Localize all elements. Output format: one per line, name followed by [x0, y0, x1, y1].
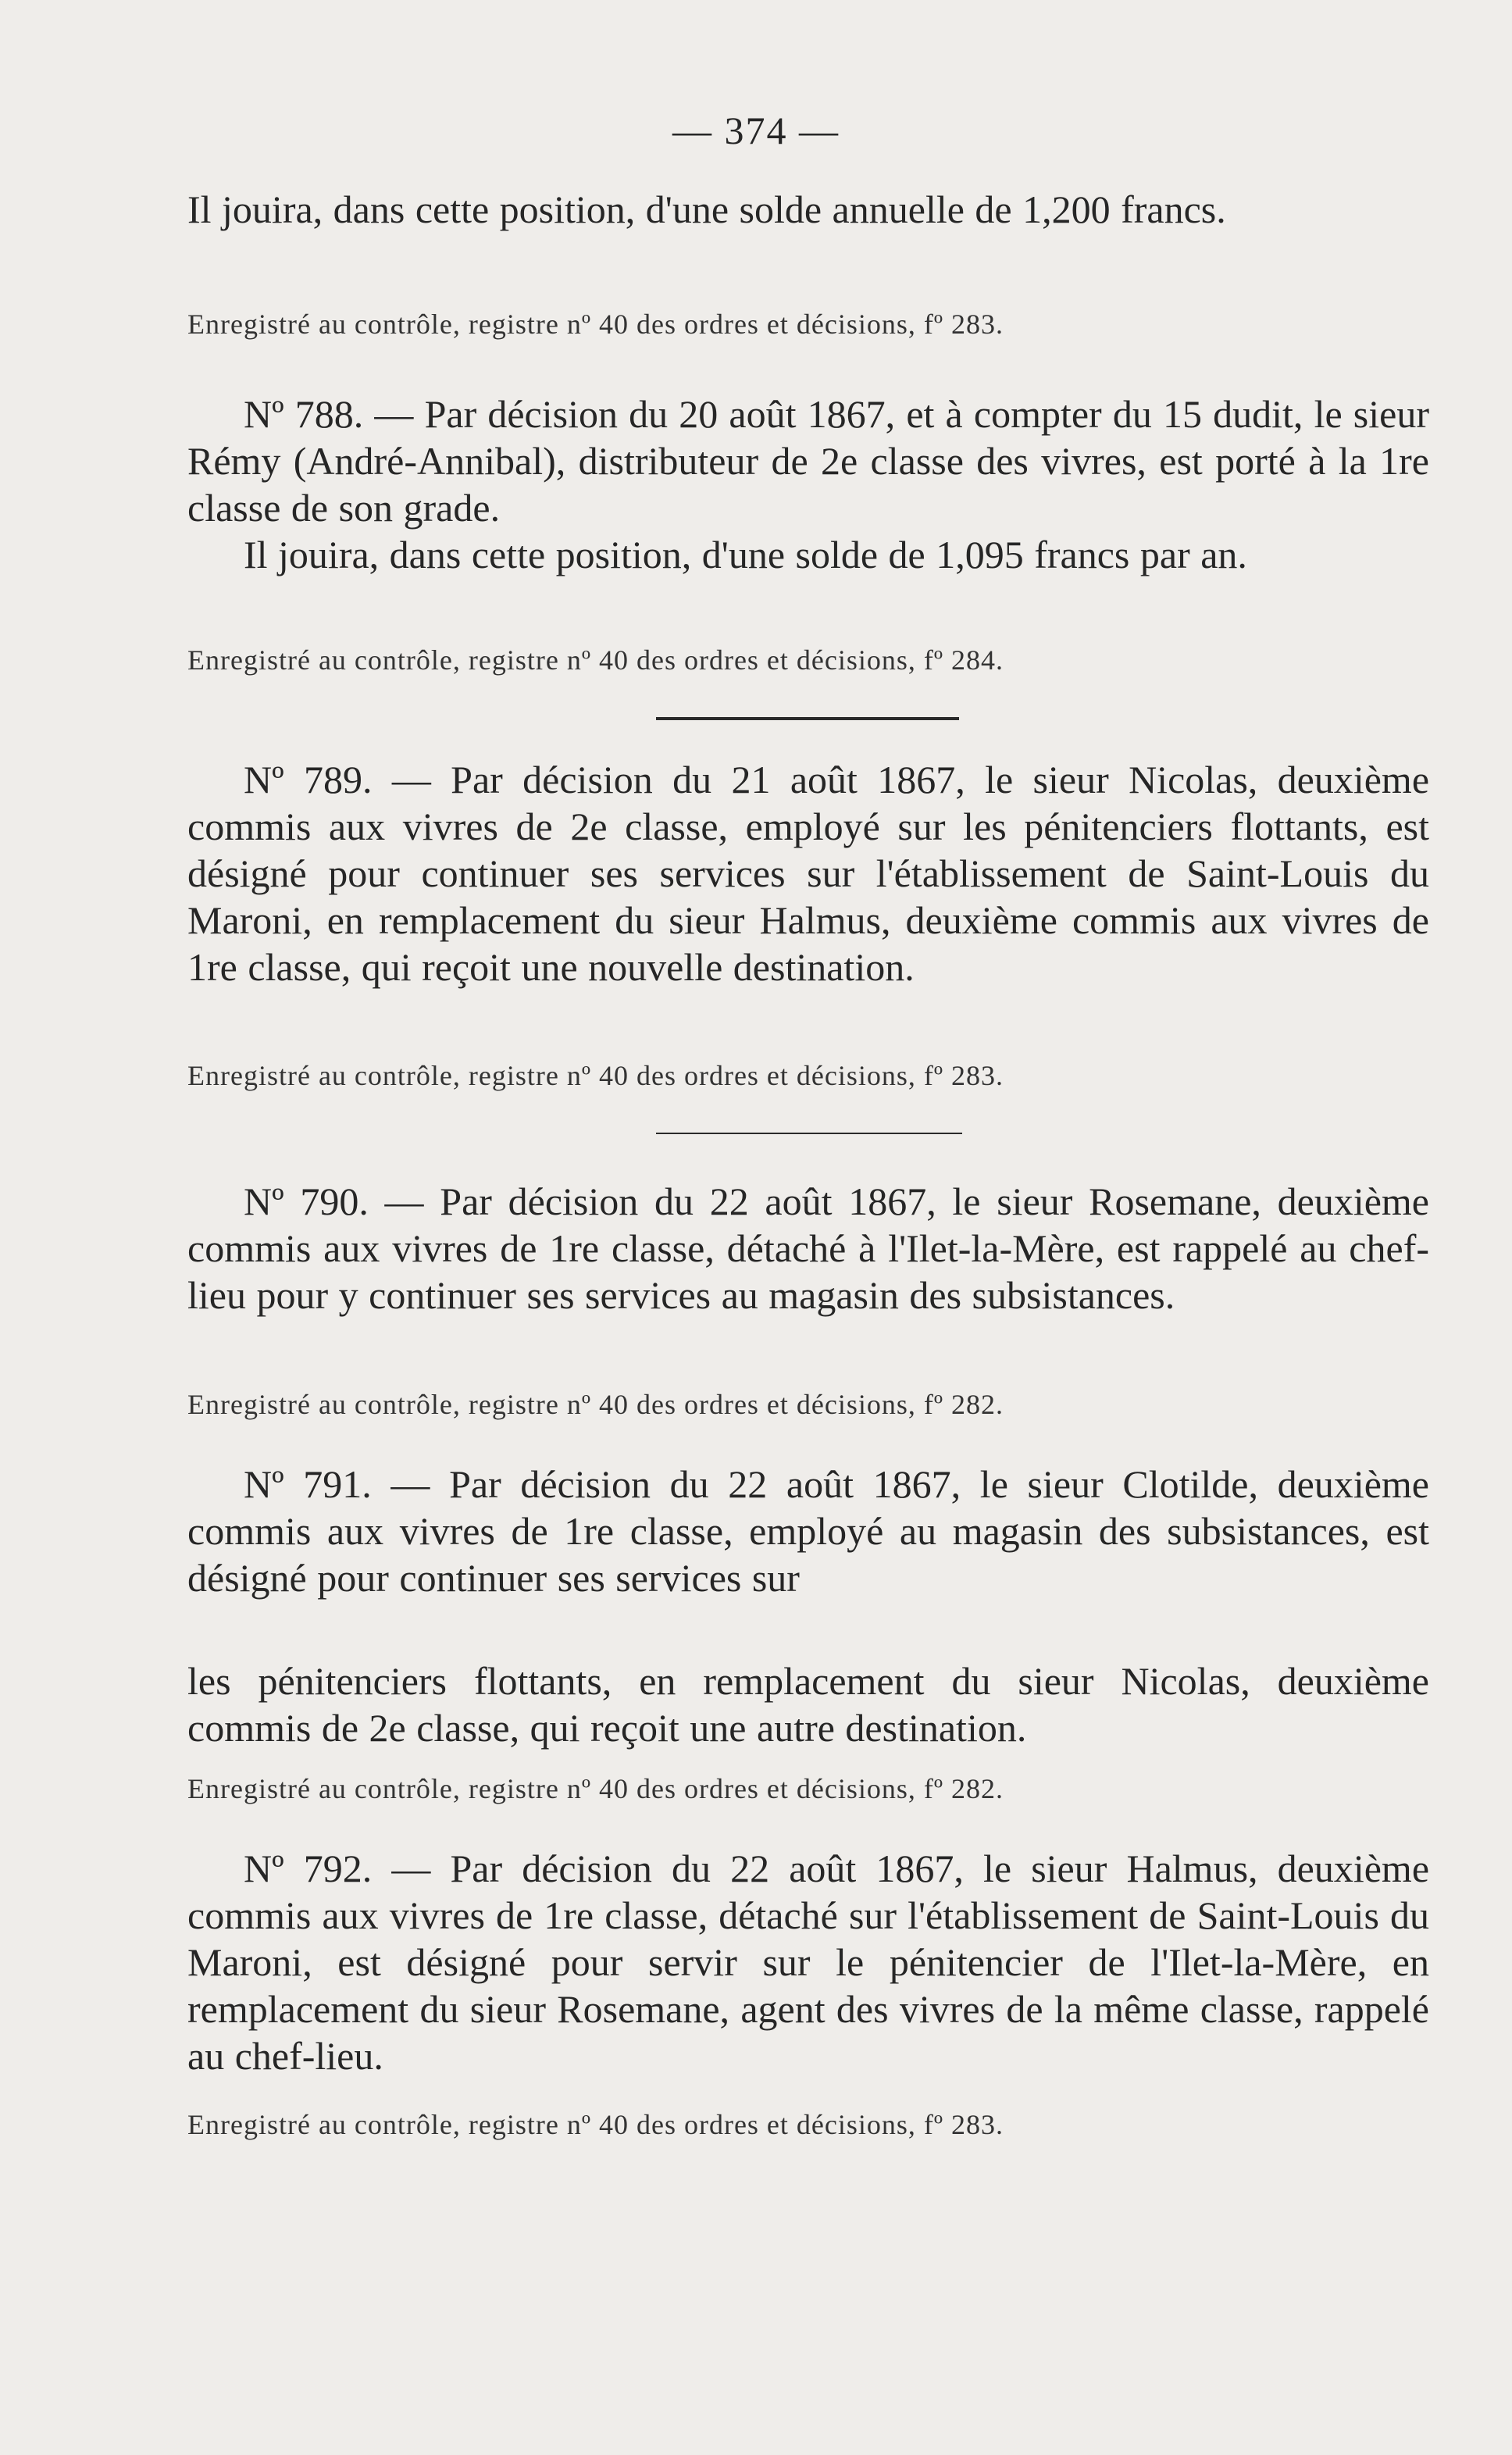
- intro-registration: Enregistré au contrôle, registre nº 40 des ordres et décisions, fº 283.: [187, 309, 1004, 340]
- entry-792-text: — Par décision du 22 août 1867, le sieur Halmus, deuxième commis aux vivres de 1re classe, détaché sur l'établissement de Saint-Louis du Maroni, est désigné pour servir sur le pénitencier de l'Ilet-la-Mère, en remplacement du sieur Rosemane, agent des vivres de la même classe, rappelé au chef-lieu.: [187, 1847, 1430, 2078]
- entry-788-solde: Il jouira, dans cette position, d'une solde de 1,095 francs par an.: [244, 533, 1247, 576]
- entry-791-number: Nº 791.: [244, 1462, 372, 1506]
- separator-rule: [656, 1133, 962, 1134]
- entry-788-paragraph: [187, 391, 1429, 531]
- entry-788-registration: Enregistré au contrôle, registre nº 40 des ordres et décisions, fº 284.: [187, 644, 1004, 676]
- entry-791-continuation: les pénitenciers flottants, en remplacement du sieur Nicolas, deuxième commis de 2e classe, qui reçoit une autre destination.: [187, 1659, 1429, 1750]
- separator-rule: [656, 717, 959, 720]
- page-number: — 374 —: [672, 109, 840, 152]
- entry-790-number: Nº 790.: [244, 1179, 369, 1223]
- entry-791-registration: Enregistré au contrôle, registre nº 40 des ordres et décisions, fº 282.: [187, 1773, 1004, 1804]
- entry-790-paragraph: [187, 1178, 1429, 1318]
- entry-791-paragraph: [187, 1461, 1429, 1601]
- entry-789-number: Nº 789.: [244, 758, 373, 801]
- entry-789-registration: Enregistré au contrôle, registre nº 40 des ordres et décisions, fº 283.: [187, 1060, 1004, 1091]
- entry-788-number: Nº 788.: [244, 392, 364, 436]
- entry-791-text: — Par décision du 22 août 1867, le sieur Clotilde, deuxième commis aux vivres de 1re classe, employé au magasin des subsistances, est désigné pour continuer ses services sur: [187, 1462, 1429, 1600]
- entry-792-paragraph: [187, 1845, 1429, 2079]
- entry-790-registration: Enregistré au contrôle, registre nº 40 des ordres et décisions, fº 282.: [187, 1389, 1004, 1420]
- entry-788-text: — Par décision du 20 août 1867, et à compter du 15 dudit, le sieur Rémy (André-Annibal), distributeur de 2e classe des vivres, est porté à la 1re classe de son grade.: [187, 392, 1430, 530]
- entry-792-number: Nº 792.: [244, 1847, 373, 1890]
- entry-790-text: — Par décision du 22 août 1867, le sieur Rosemane, deuxième commis aux vivres de 1re classe, détaché à l'Ilet-la-Mère, est rappelé au chef-lieu pour y continuer ses services au magasin des subsistances.: [187, 1179, 1429, 1317]
- entry-789-text: — Par décision du 21 août 1867, le sieur Nicolas, deuxième commis aux vivres de 2e classe, employé sur les pénitenciers flottants, est désigné pour continuer ses services sur l'établissement de Saint-Louis du Maroni, en remplacement du sieur Halmus, deuxième commis aux vivres de 1re classe, qui reçoit une nouvelle destination.: [187, 758, 1430, 989]
- intro-paragraph: Il jouira, dans cette position, d'une solde annuelle de 1,200 francs.: [187, 187, 1226, 231]
- entry-792-registration: Enregistré au contrôle, registre nº 40 des ordres et décisions, fº 283.: [187, 2109, 1004, 2140]
- entry-789-paragraph: [187, 756, 1429, 990]
